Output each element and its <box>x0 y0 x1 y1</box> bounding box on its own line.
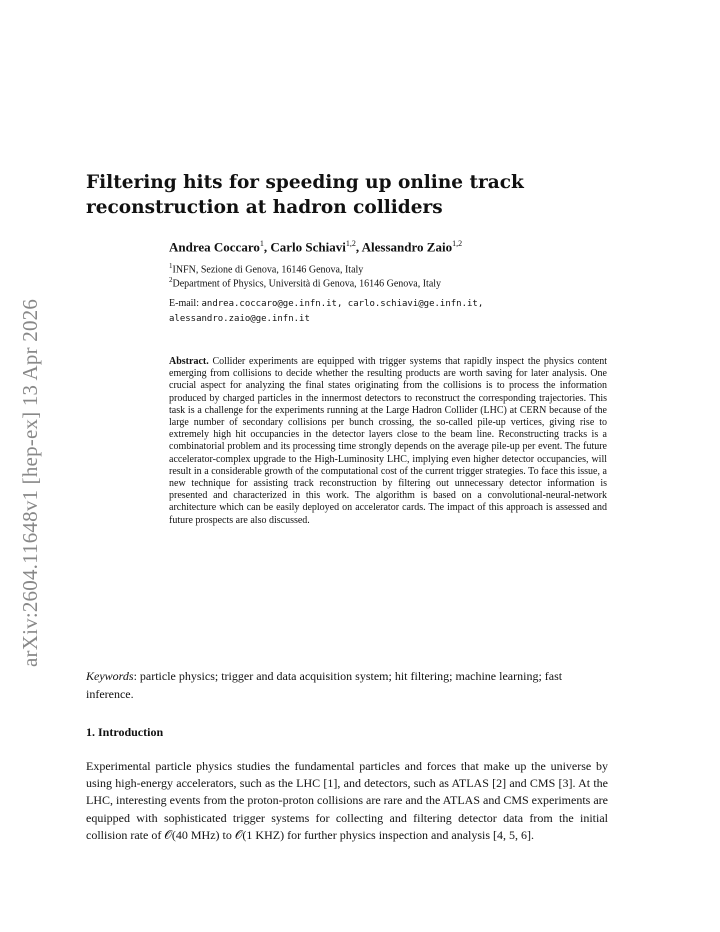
keywords-text: : particle physics; trigger and data acquisition system; hit filtering; machine learning; fast inference. <box>86 669 563 701</box>
affiliation <box>169 262 639 275</box>
author-name: Alessandro Zaio <box>361 239 453 255</box>
author-affiliation-mark: 1,2 <box>345 239 356 248</box>
email-block <box>169 296 639 327</box>
affiliation-mark: 1 <box>169 262 173 270</box>
title-line-2: reconstruction at hadron colliders <box>86 197 443 218</box>
email-links[interactable]: andrea.coccaro@ge.infn.it, carlo.schiavi@ge.infn.it, <box>201 299 484 309</box>
section-heading: 1. Introduction <box>86 725 164 739</box>
email-label: E-mail: <box>169 298 199 309</box>
abstract-text: Collider experiments are equipped with trigger systems that rapidly inspect the physics content emerging from collisions to decide whether the resulting products are worth saving for later analysis. One crucial aspect for analyzing the final states originating from the collisions is to process the information produced by charged particles in the innermost detectors to reconstruct the corresponding trajectories. This task is a challenge for the experiments running at the Large Hadron Collider (LHC) at CERN because of the large number of secondary collisions per bunch crossing, the so-called pile-up vertices, giving rise to extremely high hit occupancies in the detector layers close to the beam line. Reconstructing tracks is a combinatorial problem and its processing time strongly depends on the average pile-up per event. The future accelerator-complex upgrade to the High-Luminosity LHC, implying even higher detector occupancies, will result in a considerable growth of the computational cost of the current trigger strategies. To face this issue, a new technique for assisting track reconstruction by filtering out unnecessary detector information is presented and characterized in this work. The algorithm is based on a convolutional-neural-network architecture which can be easily deployed on accelerator cards. The impact of this approach is assessed and future prospects are also discussed. <box>169 356 607 526</box>
keywords <box>86 667 608 703</box>
affiliation-text: Department of Physics, Università di Genova, 16146 Genova, Italy <box>172 278 442 290</box>
title-line-1: Filtering hits for speeding up online track <box>86 172 524 193</box>
keywords-label: Keywords <box>86 669 134 683</box>
author-affiliation-mark: 1,2 <box>452 239 463 248</box>
affiliation <box>169 276 639 289</box>
affiliation-text: INFN, Sezione di Genova, 16146 Genova, Italy <box>172 264 364 276</box>
affiliation-mark: 2 <box>169 276 173 284</box>
author-name: Andrea Coccaro <box>169 239 260 255</box>
introduction-paragraph: Experimental particle physics studies the fundamental particles and forces that make up the universe by using high-energy accelerators, such as the LHC [1], and detectors, such as ATLAS [2] and CMS [3]. At the LHC, interesting events from the proton-proton collisions are rare and the ATLAS and CMS experiments are equipped with sophisticated trigger systems for collecting and filtering detector data from the initial collision rate of 𝒪(40 MHz) to 𝒪(1 KHZ) for further physics inspection and analysis [4, 5, 6]. <box>86 759 608 842</box>
author-name: Carlo Schiavi <box>270 239 346 255</box>
paper-title <box>86 170 646 220</box>
author-affiliation-mark: 1 <box>259 239 264 248</box>
abstract-label: Abstract. <box>169 356 209 367</box>
abstract <box>169 356 607 527</box>
author-list: Andrea Coccaro$^1$, Carlo Schiavi$^{1,2}$, Alessandro Zaio$^{1,2}$ <box>169 239 463 255</box>
arxiv-identifier: arXiv:2604.11648v1 [hep-ex] 13 Apr 2026 <box>18 298 42 667</box>
email-links[interactable]: alessandro.zaio@ge.infn.it <box>169 314 310 324</box>
